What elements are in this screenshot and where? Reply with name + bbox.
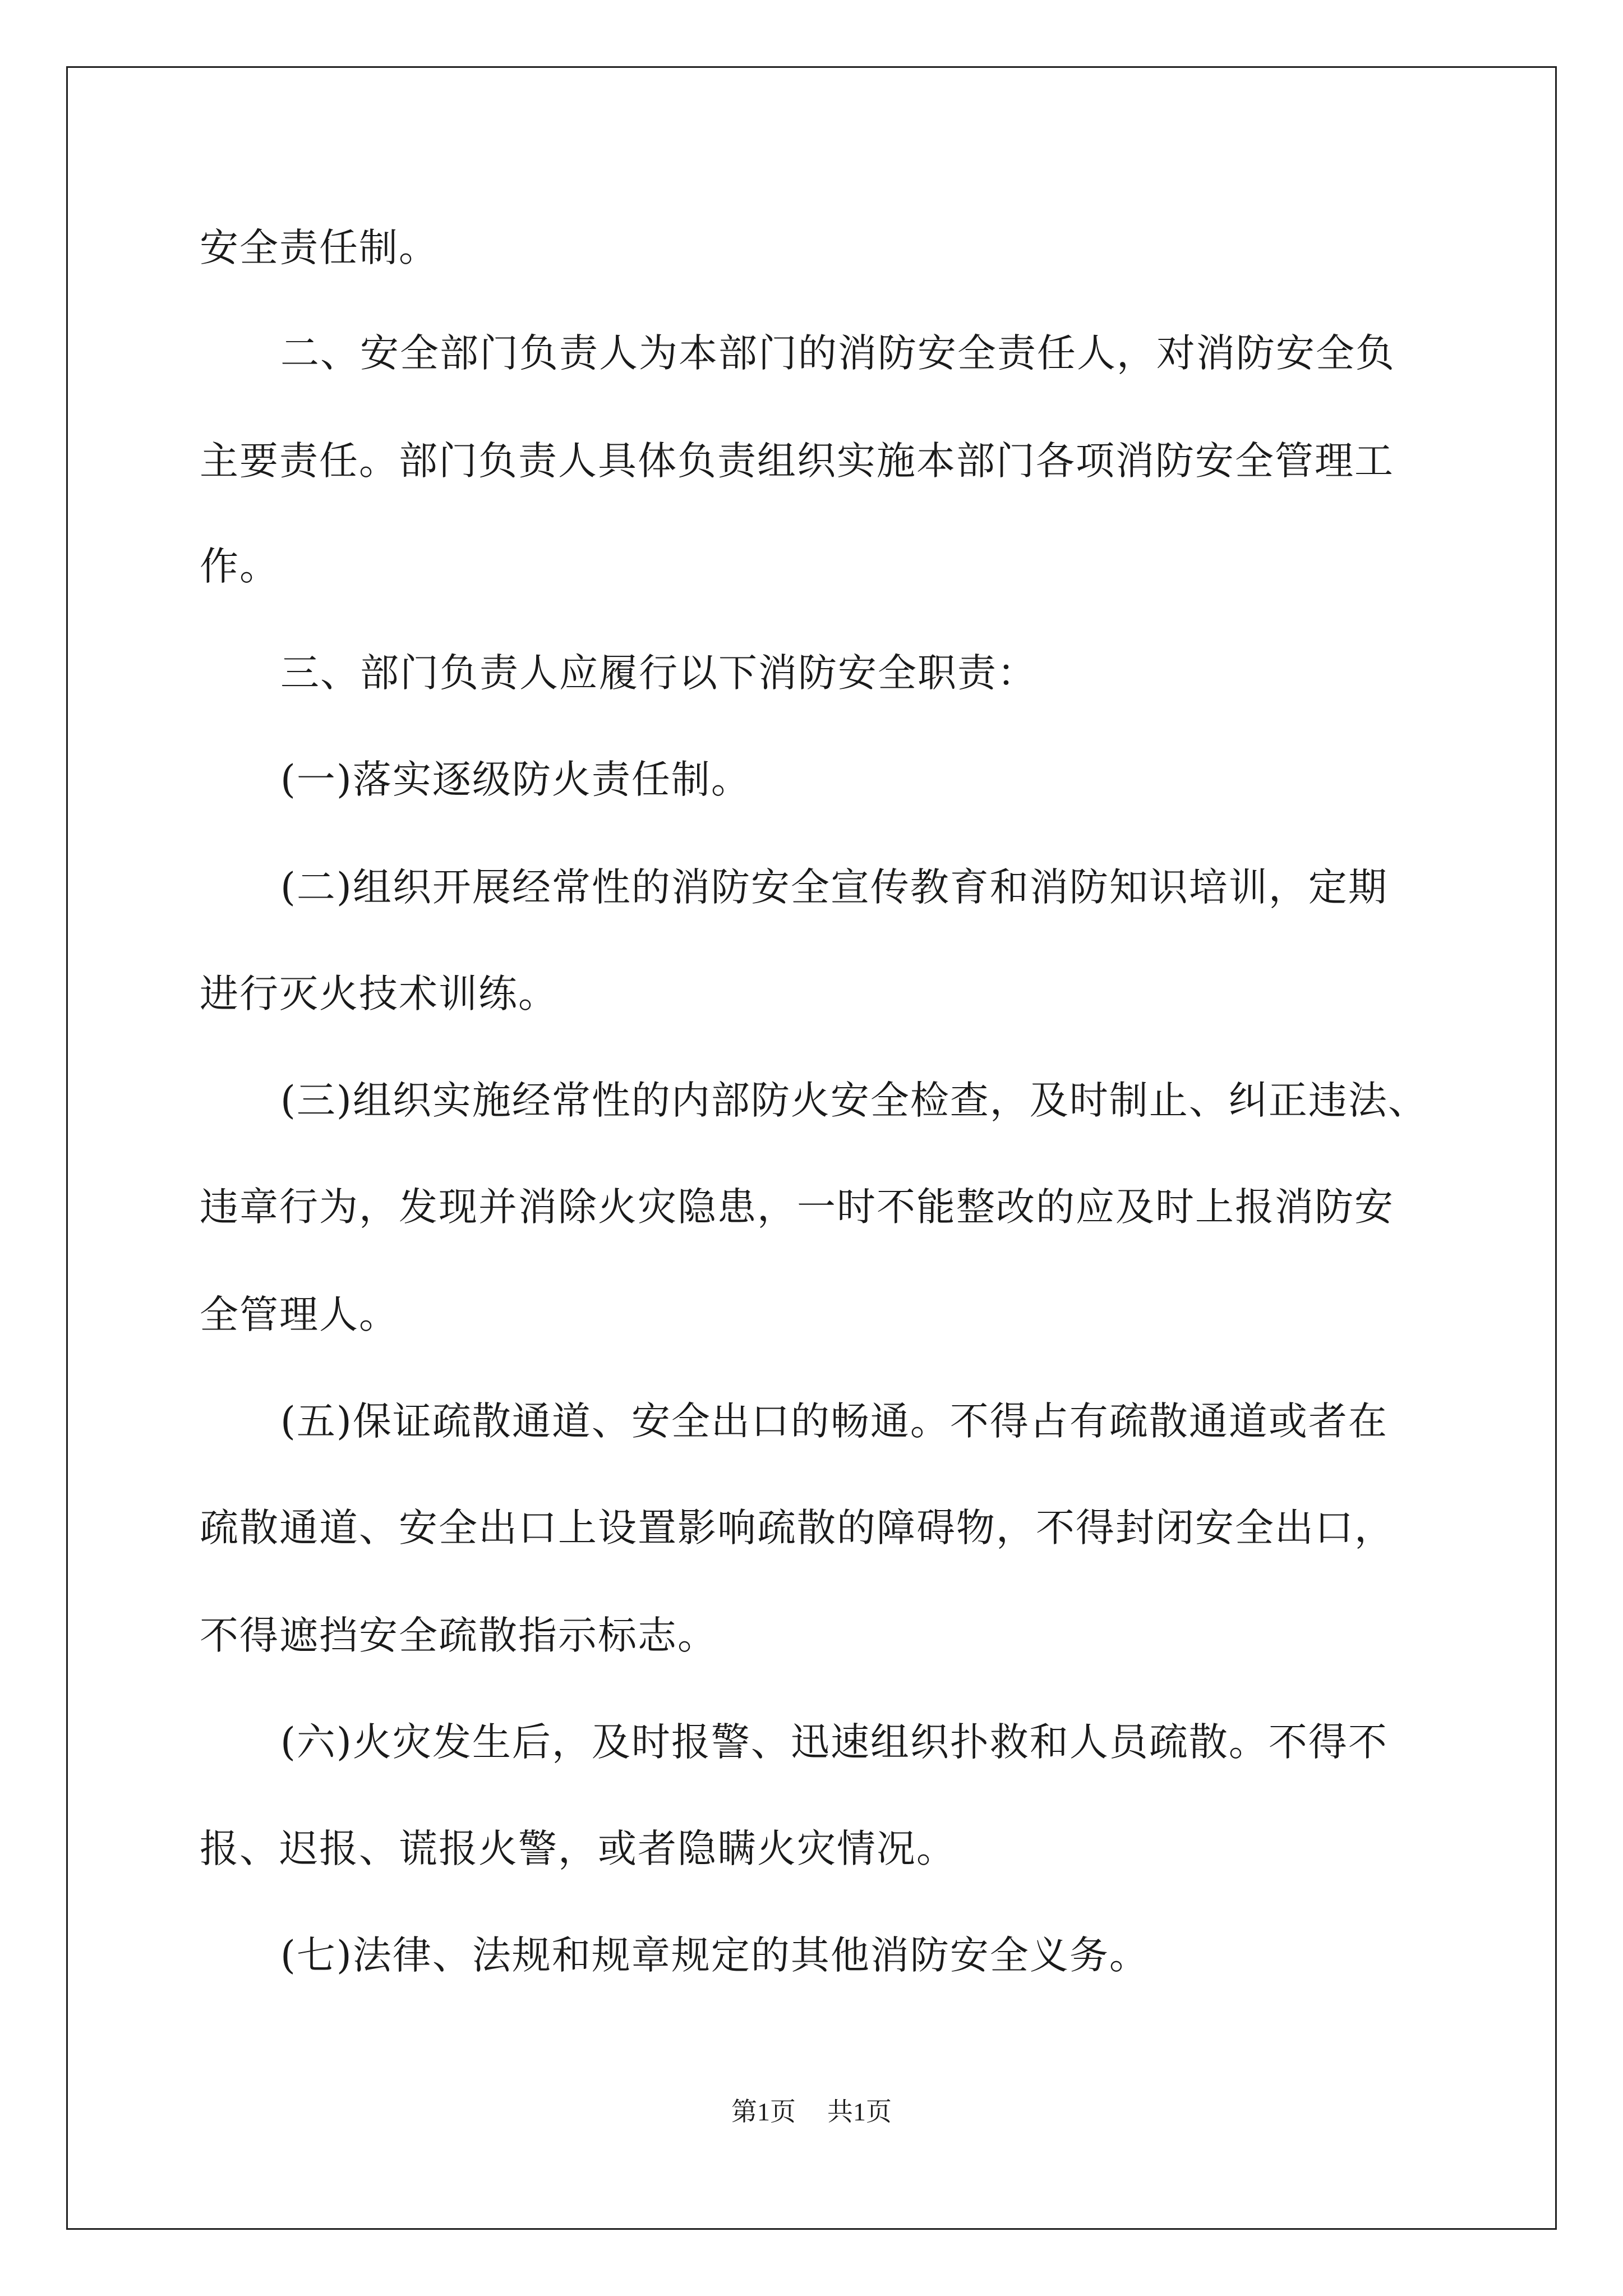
text-line-11: 全管理人。: [200, 1292, 399, 1337]
text-line-4: 作。: [200, 544, 279, 589]
text-line-6: (一)落实逐级防火责任制。: [280, 757, 751, 802]
text-line-1: 安全责任制。: [200, 226, 439, 270]
text-line-13: 疏散通道、安全出口上设置影响疏散的障碍物，不得封闭安全出口，: [200, 1506, 1394, 1550]
text-line-15: (六)火灾发生后，及时报警、迅速组织扑救和人员疏散。不得不: [280, 1720, 1388, 1765]
text-line-8: 进行灭火技术训练。: [200, 972, 558, 1016]
page-number: 第1页: [731, 2097, 796, 2126]
text-line-9: (三)组织实施经常性的内部防火安全检查，及时制止、纠正违法、: [280, 1078, 1428, 1123]
text-line-3: 主要责任。部门负责人具体负责组织实施本部门各项消防安全管理工: [200, 439, 1394, 484]
page-border: [66, 66, 1557, 2230]
text-line-10: 违章行为，发现并消除火灾隐患，一时不能整改的应及时上报消防安: [200, 1185, 1394, 1230]
text-line-7: (二)组织开展经常性的消防安全宣传教育和消防知识培训，定期: [280, 865, 1388, 910]
text-line-17: (七)法律、法规和规章规定的其他消防安全义务。: [280, 1933, 1149, 1978]
text-line-16: 报、迟报、谎报火警，或者隐瞒火灾情况。: [200, 1826, 956, 1871]
text-line-2: 二、安全部门负责人为本部门的消防安全责任人，对消防安全负: [280, 331, 1395, 376]
page-total: 共1页: [827, 2097, 892, 2126]
text-line-14: 不得遮挡安全疏散指示标志。: [200, 1613, 717, 1658]
text-line-5: 三、部门负责人应履行以下消防安全职责：: [280, 651, 1037, 696]
text-line-12: (五)保证疏散通道、安全出口的畅通。不得占有疏散通道或者在: [280, 1399, 1388, 1444]
page-footer: [0, 2095, 1623, 2129]
